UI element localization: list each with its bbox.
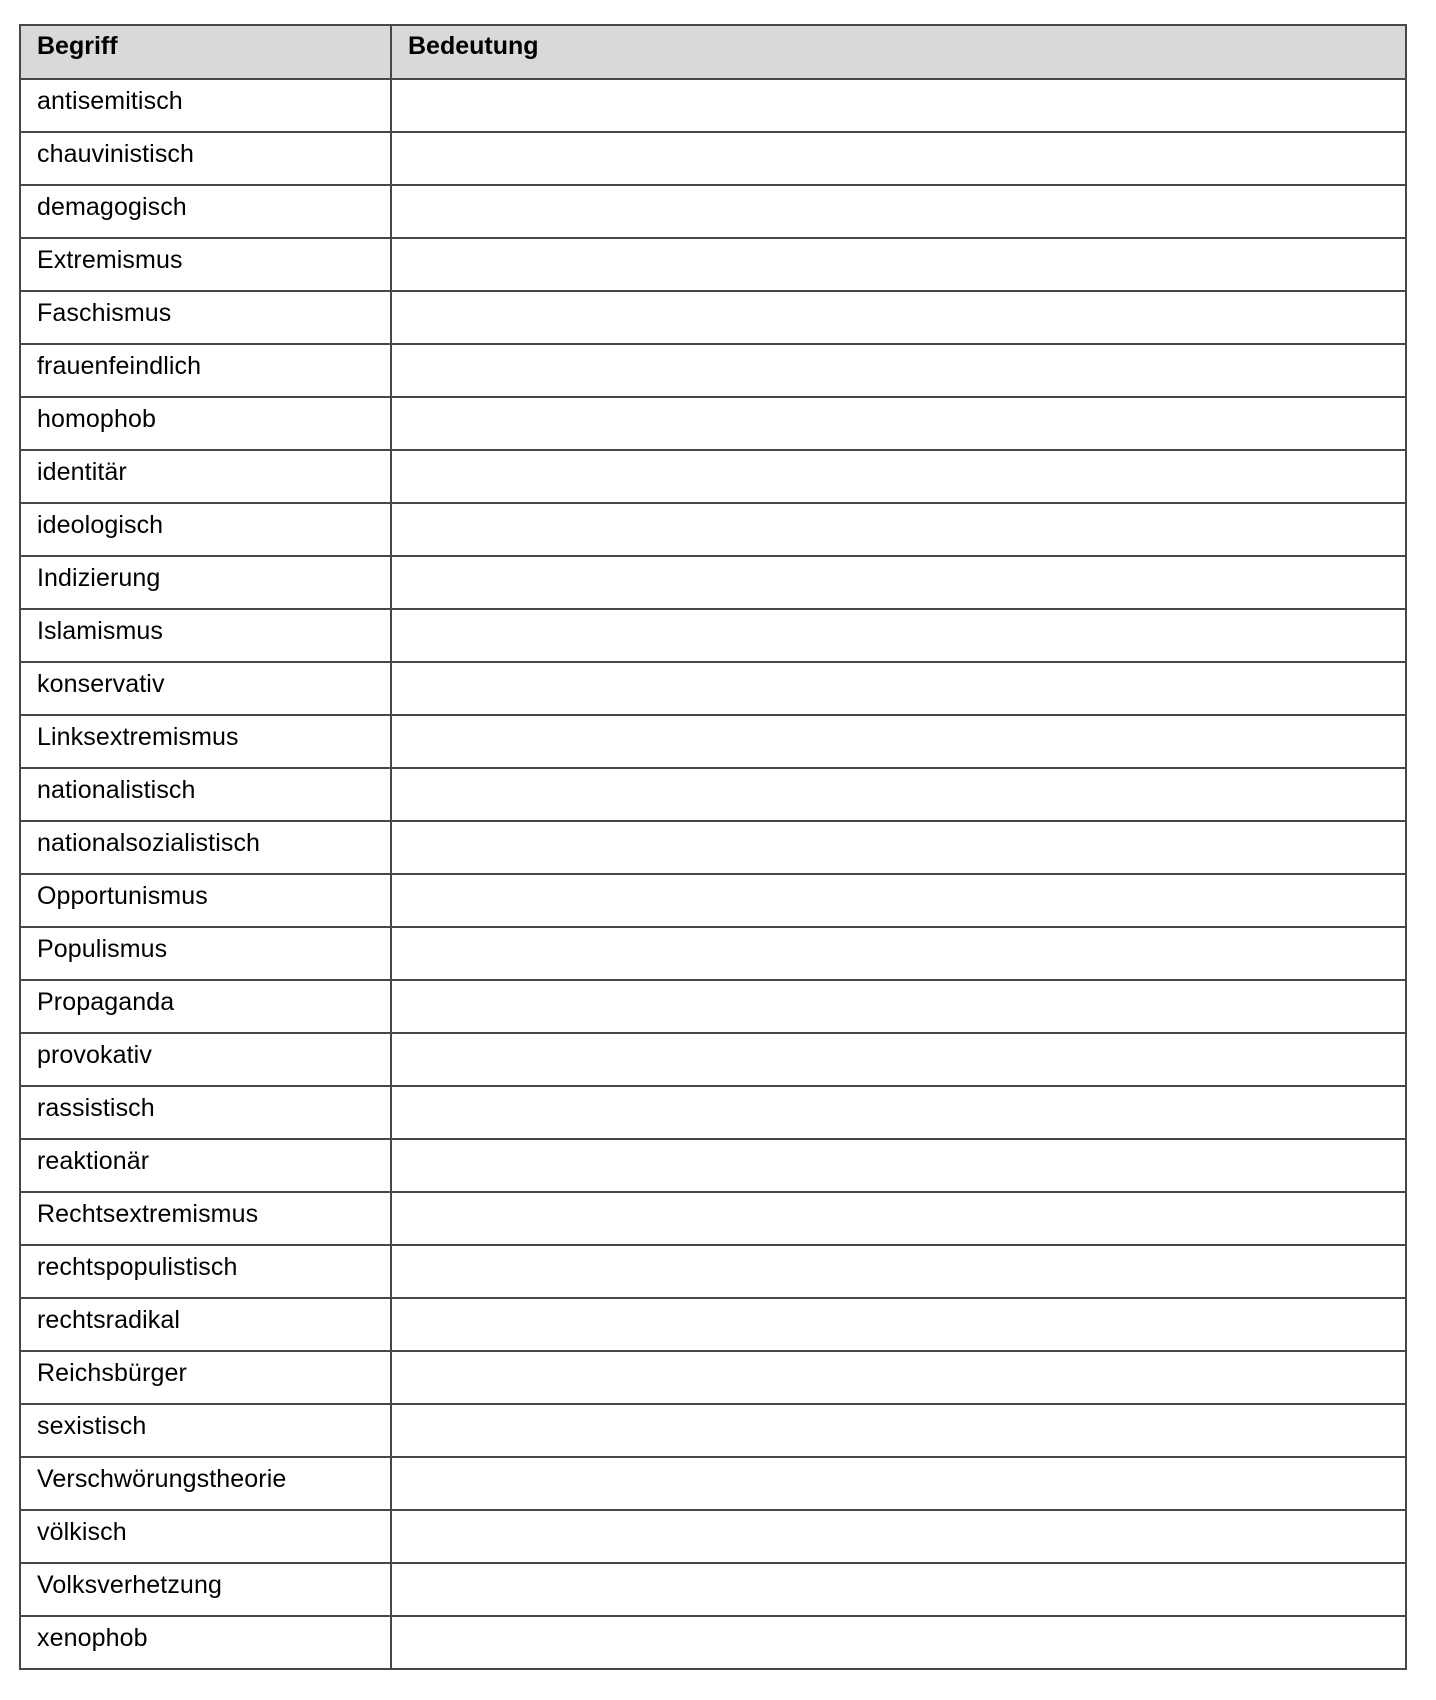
term-cell: chauvinistisch <box>20 132 391 185</box>
term-cell: Islamismus <box>20 609 391 662</box>
table-row <box>20 450 1406 503</box>
header-term: Begriff <box>20 25 391 79</box>
meaning-cell[interactable] <box>391 185 1406 238</box>
table-row <box>20 397 1406 450</box>
table-row <box>20 132 1406 185</box>
meaning-cell[interactable] <box>391 1457 1406 1510</box>
meaning-cell[interactable] <box>391 1086 1406 1139</box>
meaning-cell[interactable] <box>391 503 1406 556</box>
meaning-cell[interactable] <box>391 132 1406 185</box>
term-cell: Volksverhetzung <box>20 1563 391 1616</box>
term-cell: provokativ <box>20 1033 391 1086</box>
meaning-cell[interactable] <box>391 1192 1406 1245</box>
term-cell: Populismus <box>20 927 391 980</box>
meaning-cell[interactable] <box>391 821 1406 874</box>
meaning-cell[interactable] <box>391 1563 1406 1616</box>
table-row <box>20 185 1406 238</box>
term-cell: antisemitisch <box>20 79 391 132</box>
meaning-cell[interactable] <box>391 980 1406 1033</box>
meaning-cell[interactable] <box>391 1351 1406 1404</box>
meaning-cell[interactable] <box>391 238 1406 291</box>
term-cell: Rechtsextremismus <box>20 1192 391 1245</box>
term-cell: konservativ <box>20 662 391 715</box>
meaning-cell[interactable] <box>391 291 1406 344</box>
table-row <box>20 715 1406 768</box>
meaning-cell[interactable] <box>391 768 1406 821</box>
table-row <box>20 1510 1406 1563</box>
table-row <box>20 1245 1406 1298</box>
meaning-cell[interactable] <box>391 1510 1406 1563</box>
term-cell: xenophob <box>20 1616 391 1669</box>
table-row <box>20 1404 1406 1457</box>
term-cell: frauenfeindlich <box>20 344 391 397</box>
meaning-cell[interactable] <box>391 1245 1406 1298</box>
meaning-cell[interactable] <box>391 927 1406 980</box>
table-row <box>20 1086 1406 1139</box>
meaning-cell[interactable] <box>391 1616 1406 1669</box>
table-row <box>20 1457 1406 1510</box>
term-cell: rechtspopulistisch <box>20 1245 391 1298</box>
table-row <box>20 662 1406 715</box>
header-meaning: Bedeutung <box>391 25 1406 79</box>
term-cell: identitär <box>20 450 391 503</box>
table-row <box>20 1563 1406 1616</box>
table-row <box>20 1139 1406 1192</box>
term-cell: Linksextremismus <box>20 715 391 768</box>
term-cell: Opportunismus <box>20 874 391 927</box>
meaning-cell[interactable] <box>391 344 1406 397</box>
term-cell: ideologisch <box>20 503 391 556</box>
table-row <box>20 556 1406 609</box>
table-row <box>20 344 1406 397</box>
table-row <box>20 1033 1406 1086</box>
meaning-cell[interactable] <box>391 79 1406 132</box>
term-cell: rassistisch <box>20 1086 391 1139</box>
meaning-cell[interactable] <box>391 1298 1406 1351</box>
term-cell: Indizierung <box>20 556 391 609</box>
table-row <box>20 1298 1406 1351</box>
header-row <box>20 25 1406 79</box>
term-cell: Propaganda <box>20 980 391 1033</box>
term-cell: homophob <box>20 397 391 450</box>
table-row <box>20 291 1406 344</box>
glossary-table <box>19 24 1407 1670</box>
table-row <box>20 503 1406 556</box>
term-cell: demagogisch <box>20 185 391 238</box>
table-row <box>20 980 1406 1033</box>
table-row <box>20 874 1406 927</box>
meaning-cell[interactable] <box>391 609 1406 662</box>
table-row <box>20 768 1406 821</box>
term-cell: rechtsradikal <box>20 1298 391 1351</box>
meaning-cell[interactable] <box>391 1404 1406 1457</box>
table-row <box>20 821 1406 874</box>
table-row <box>20 927 1406 980</box>
table-row <box>20 238 1406 291</box>
meaning-cell[interactable] <box>391 1033 1406 1086</box>
meaning-cell[interactable] <box>391 556 1406 609</box>
term-cell: reaktionär <box>20 1139 391 1192</box>
term-cell: Verschwörungstheorie <box>20 1457 391 1510</box>
meaning-cell[interactable] <box>391 450 1406 503</box>
table-row <box>20 1351 1406 1404</box>
term-cell: Faschismus <box>20 291 391 344</box>
term-cell: Reichsbürger <box>20 1351 391 1404</box>
meaning-cell[interactable] <box>391 397 1406 450</box>
table-row <box>20 1616 1406 1669</box>
table-row <box>20 1192 1406 1245</box>
table-header <box>20 25 1406 79</box>
term-cell: Extremismus <box>20 238 391 291</box>
meaning-cell[interactable] <box>391 715 1406 768</box>
table-row <box>20 79 1406 132</box>
meaning-cell[interactable] <box>391 662 1406 715</box>
term-cell: völkisch <box>20 1510 391 1563</box>
term-cell: nationalsozialistisch <box>20 821 391 874</box>
term-cell: sexistisch <box>20 1404 391 1457</box>
table-body <box>20 79 1406 1669</box>
term-cell: nationalistisch <box>20 768 391 821</box>
table-row <box>20 609 1406 662</box>
meaning-cell[interactable] <box>391 1139 1406 1192</box>
meaning-cell[interactable] <box>391 874 1406 927</box>
